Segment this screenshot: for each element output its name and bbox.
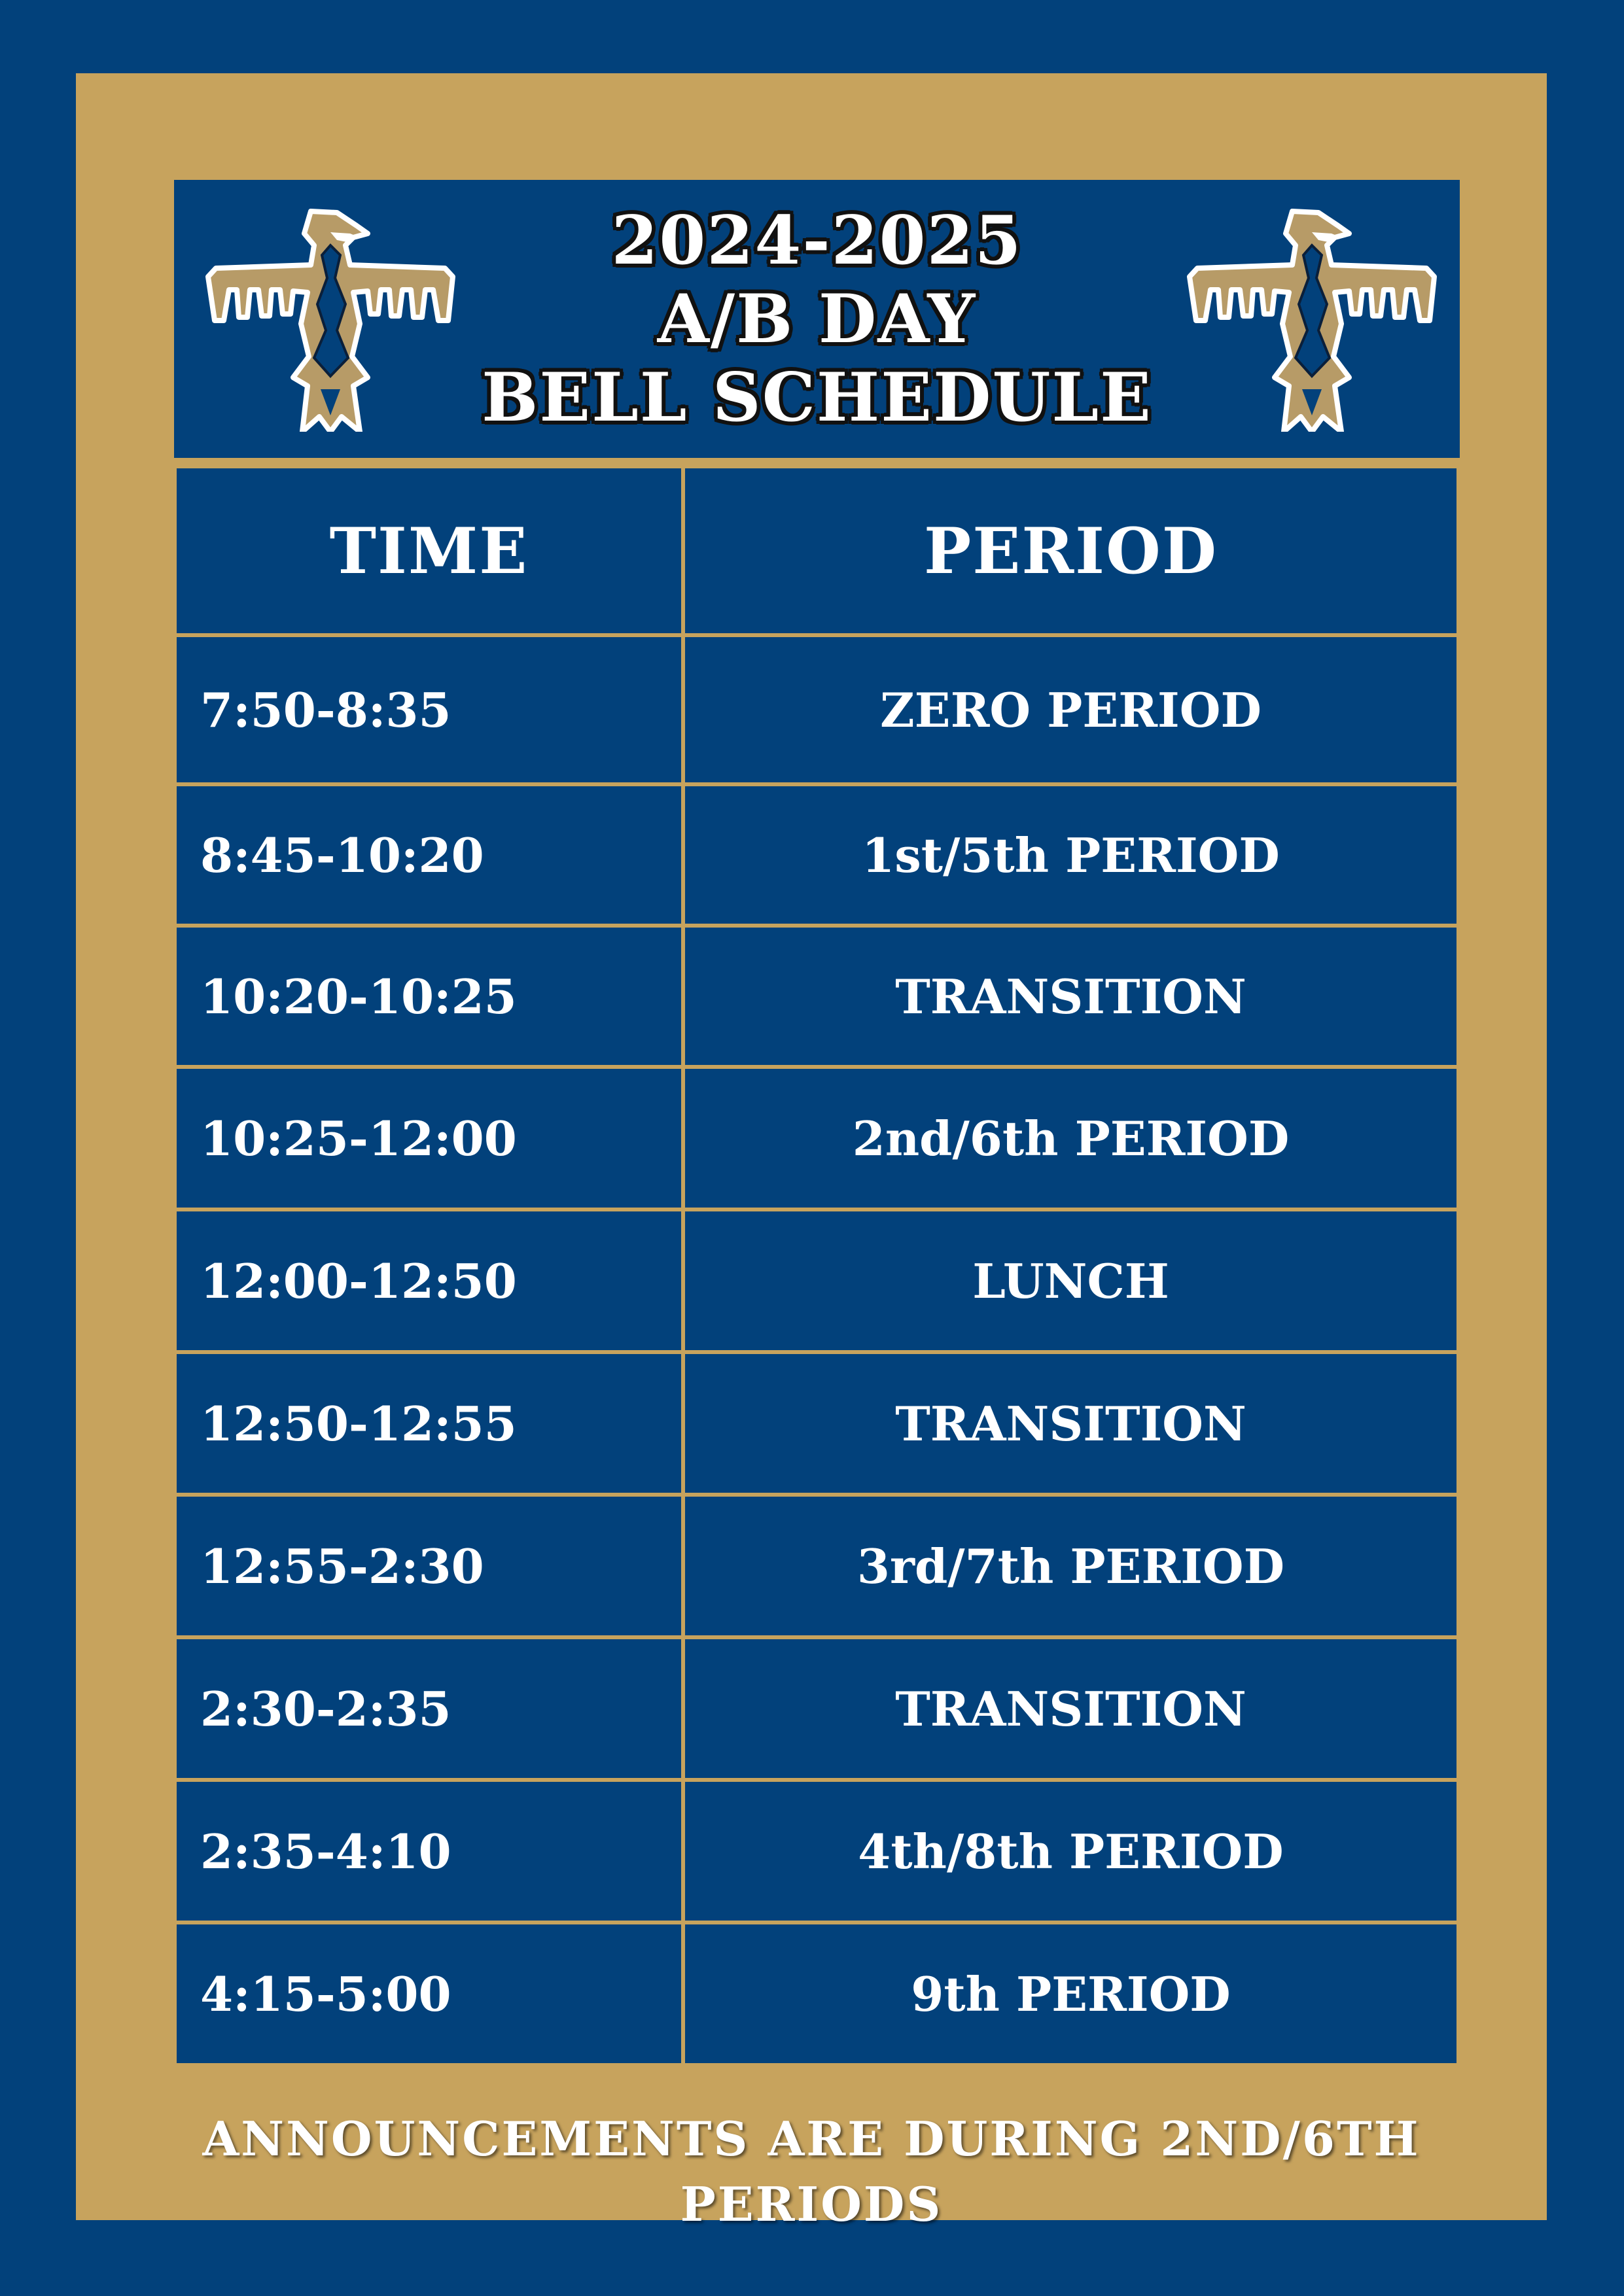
row-period: 2nd/6th PERIOD — [685, 1069, 1456, 1208]
row-time: 12:50-12:55 — [177, 1354, 681, 1493]
row-period: TRANSITION — [685, 928, 1456, 1065]
title-day-type: A/B DAY — [657, 280, 977, 358]
row-period: 3rd/7th PERIOD — [685, 1497, 1456, 1635]
row-time: 12:55-2:30 — [177, 1497, 681, 1635]
row-period: LUNCH — [685, 1211, 1456, 1350]
row-time: 2:30-2:35 — [177, 1639, 681, 1778]
thunderbird-mascot-icon — [1178, 206, 1439, 432]
row-time: 7:50-8:35 — [177, 637, 681, 782]
row-period: 1st/5th PERIOD — [685, 786, 1456, 924]
row-period: ZERO PERIOD — [685, 637, 1456, 782]
row-period: 4th/8th PERIOD — [685, 1782, 1456, 1921]
schedule-table — [177, 468, 1456, 2075]
header-banner — [174, 180, 1460, 458]
title-year: 2024-2025 — [611, 201, 1023, 280]
row-time: 12:00-12:50 — [177, 1211, 681, 1350]
title-schedule: BELL SCHEDULE — [482, 358, 1152, 437]
announcements-note: ANNOUNCEMENTS ARE DURING 2ND/6TH PERIODS — [202, 2111, 1421, 2232]
row-period: TRANSITION — [685, 1639, 1456, 1778]
column-header-time: TIME — [177, 468, 681, 633]
row-period: 9th PERIOD — [685, 1924, 1456, 2063]
row-time: 8:45-10:20 — [177, 786, 681, 924]
row-time: 10:20-10:25 — [177, 928, 681, 1065]
row-period: TRANSITION — [685, 1354, 1456, 1493]
row-time: 4:15-5:00 — [177, 1924, 681, 2063]
row-time: 2:35-4:10 — [177, 1782, 681, 1921]
row-time: 10:25-12:00 — [177, 1069, 681, 1208]
column-header-period: PERIOD — [685, 468, 1456, 633]
